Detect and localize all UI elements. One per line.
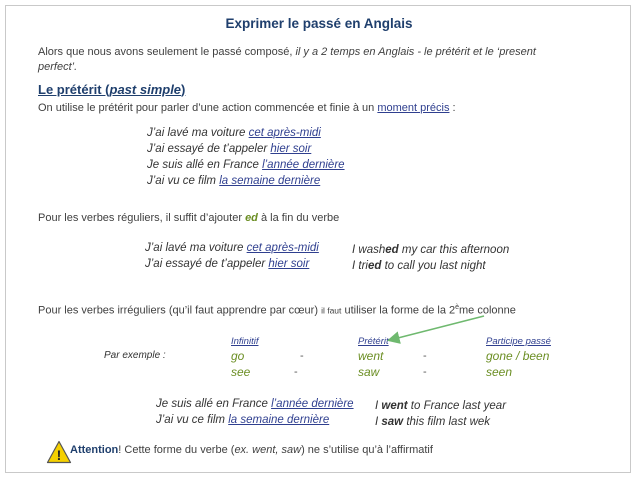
irregular-en-2 (375, 416, 490, 428)
warning-line (70, 444, 433, 456)
en-text-post: to call you last night (381, 260, 486, 272)
example-3 (147, 159, 345, 171)
intro-italic: il y a 2 temps en Anglais - le prétérit et le ‘present (295, 46, 536, 58)
warning-icon (46, 440, 72, 464)
regular-fr-1 (145, 242, 319, 254)
heading-italic: past simple (109, 82, 182, 97)
example-time: la semaine dernière (219, 175, 321, 187)
fr-text: J’ai vu ce film (156, 414, 229, 426)
warning-label: Attention (70, 444, 119, 456)
fr-time: hier soir (268, 258, 310, 270)
intro-line-1 (38, 46, 536, 58)
irregular-text-end: me colonne (459, 304, 516, 317)
example-text: J’ai vu ce film (147, 175, 220, 187)
regular-line (38, 212, 339, 224)
en-text-post: to France last year (407, 400, 507, 412)
en-text-post: my car this afternoon (398, 244, 510, 256)
en-text-post: this film last wek (403, 416, 491, 428)
cell-saw: saw (358, 365, 380, 379)
example-1 (147, 127, 321, 139)
regular-fr-2 (145, 258, 309, 270)
en-bold: went (381, 400, 408, 412)
irregular-en-1 (375, 400, 506, 412)
example-text: J’ai lavé ma voiture (147, 127, 249, 139)
en-text: I (375, 416, 382, 428)
en-bold: ed (367, 260, 382, 272)
warning-glyph: ! (56, 447, 62, 463)
heading-prefix: Le prétérit ( (38, 82, 110, 97)
cell-went: went (358, 349, 384, 363)
example-time: cet après-midi (248, 127, 321, 139)
usage-link: moment précis (377, 102, 450, 114)
irregular-sup: è (455, 304, 460, 311)
cell-gone: gone / been (486, 349, 550, 363)
separator: - (423, 350, 427, 362)
usage-text: On utilise le prétérit pour parler d’une action commencée et finie à un (38, 102, 378, 114)
regular-text-after: à la fin du verbe (257, 212, 340, 224)
separator: - (423, 366, 427, 378)
intro-line-2: perfect’. (38, 61, 78, 73)
cell-seen: seen (486, 365, 513, 379)
col-header-preterit: Prétérit (358, 336, 389, 347)
example-time: hier soir (270, 143, 312, 155)
fr-text: J’ai lavé ma voiture (145, 242, 247, 254)
heading-suffix: ) (181, 82, 186, 97)
en-text: I tri (352, 260, 368, 272)
fr-time: la semaine dernière (228, 414, 330, 426)
intro-text: Alors que nous avons seulement le passé composé, (38, 46, 296, 58)
usage-line (38, 102, 456, 114)
warning-text: ! Cette forme du verbe ( (118, 444, 235, 456)
example-text: J’ai essayé de t’appeler (147, 143, 271, 155)
table-label: Par exemple : (104, 350, 166, 361)
example-2 (147, 143, 311, 155)
fr-text: J’ai essayé de t’appeler (145, 258, 269, 270)
irregular-fr-1 (156, 398, 354, 410)
regular-en-1 (352, 244, 509, 256)
pointer-arrow-icon (380, 312, 490, 346)
en-bold: saw (381, 416, 404, 428)
warning-example: ex. went, saw (234, 444, 302, 456)
example-4 (147, 175, 320, 187)
regular-ending: ed (245, 212, 258, 224)
warning-text-end: ) ne s’utilise qu’à l’affirmatif (301, 444, 433, 456)
irregular-small: il faut (321, 305, 342, 316)
col-header-infinitif: Infinitif (231, 336, 259, 347)
fr-time: cet après-midi (246, 242, 319, 254)
regular-en-2 (352, 260, 486, 272)
en-bold: ed (385, 244, 399, 256)
separator: - (300, 350, 304, 362)
example-time: l’année dernière (262, 159, 345, 171)
fr-time: l’année dernière (271, 398, 354, 410)
en-text: I wash (352, 244, 386, 256)
col-header-participe: Participe passé (486, 336, 551, 347)
page-title: Exprimer le passé en Anglais (225, 16, 413, 31)
regular-text: Pour les verbes réguliers, il suffit d’ajouter (38, 212, 246, 224)
usage-suffix: : (449, 102, 456, 114)
section-heading (38, 82, 185, 97)
cell-go: go (231, 349, 245, 363)
fr-text: Je suis allé en France (156, 398, 272, 410)
cell-see: see (231, 365, 251, 379)
separator: - (294, 366, 298, 378)
en-text: I (375, 400, 382, 412)
irregular-fr-2 (156, 414, 329, 426)
example-text: Je suis allé en France (147, 159, 263, 171)
irregular-text-after: utiliser la forme de la 2 (341, 304, 456, 317)
irregular-text: Pour les verbes irréguliers (qu’il faut apprendre par cœur) (38, 304, 322, 317)
